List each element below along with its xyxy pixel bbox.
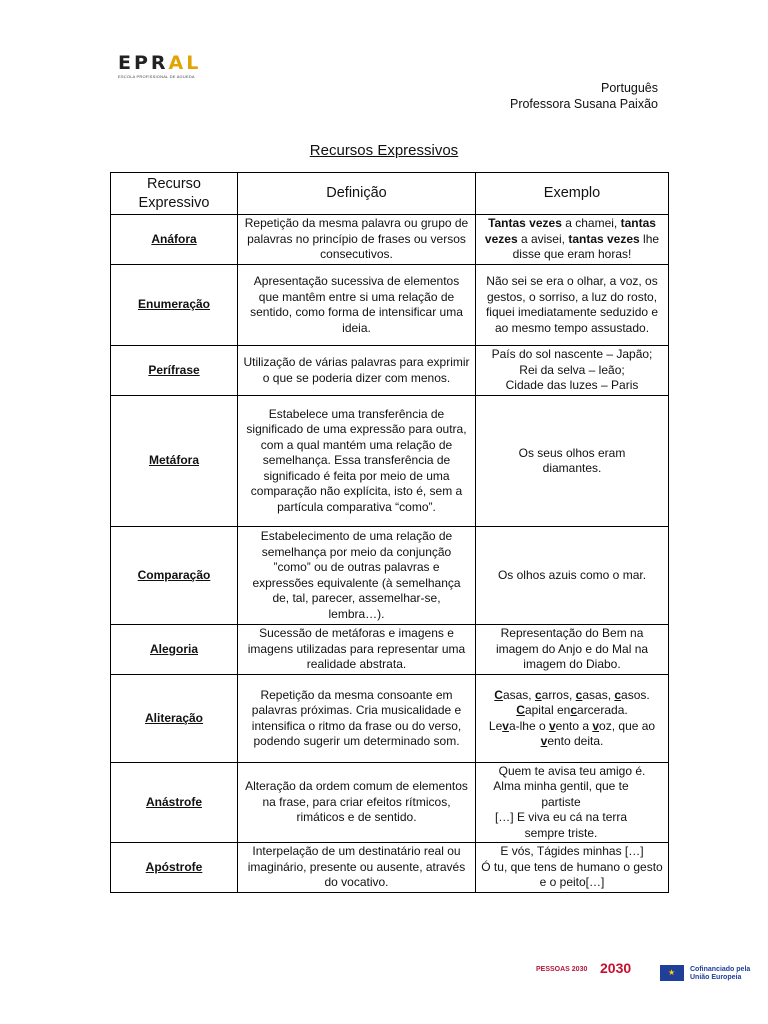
example-cell: E vós, Tágides minhas […] Ó tu, que tens de humano o gesto e o peito[…] <box>476 843 669 893</box>
example-cell: Os seus olhos eram diamantes. <box>476 396 669 527</box>
definition-cell: Estabelecimento de uma relação de semelhança por meio da conjunção ”como” ou de outras palavras e expressões equivalente (à semelhança de, tal, parecer, assemelhar-se, lembra…). <box>238 527 476 625</box>
definition-cell: Alteração da ordem comum de elementos na frase, para criar efeitos rítmicos, rimáticos e de sentido. <box>238 763 476 843</box>
table-row <box>111 215 669 265</box>
table-row <box>111 763 669 843</box>
definition-cell: Sucessão de metáforas e imagens e imagens utilizadas para representar uma realidade abstrata. <box>238 625 476 675</box>
eu-cofinancing-label: Cofinanciado pela União Europeia <box>690 966 751 981</box>
definition-cell: Estabelece uma transferência de significado de uma expressão para outra, com a qual mantém uma relação de semelhança. Essa transferência de significado é feita por meio de uma comparação não explícita, isto é, sem a partícula comparativa “como”. <box>238 396 476 527</box>
table-row <box>111 527 669 625</box>
header-recurso: Recurso Expressivo <box>111 173 238 215</box>
resources-table <box>110 172 669 893</box>
table-row <box>111 843 669 893</box>
term-cell: Aliteração <box>111 675 238 763</box>
example-cell: Os olhos azuis como o mar. <box>476 527 669 625</box>
logo-wordmark: EPRAL <box>118 52 202 74</box>
term-cell: Metáfora <box>111 396 238 527</box>
term-cell: Enumeração <box>111 265 238 346</box>
table-row <box>111 265 669 346</box>
definition-cell: Repetição da mesma palavra ou grupo de palavras no princípio de frases ou versos consecutivos. <box>238 215 476 265</box>
table-row <box>111 625 669 675</box>
example-cell: Tantas vezes a chamei, tantas vezes a avisei, tantas vezes lhe disse que eram horas! <box>476 215 669 265</box>
example-cell: País do sol nascente – Japão; Rei da selva – leão; Cidade das luzes – Paris <box>476 346 669 396</box>
header-definicao: Definição <box>238 173 476 215</box>
term-cell: Alegoria <box>111 625 238 675</box>
epral-logo <box>118 52 202 80</box>
definition-cell: Apresentação sucessiva de elementos que mantêm entre si uma relação de sentido, como forma de intensificar uma ideia. <box>238 265 476 346</box>
table-row <box>111 675 669 763</box>
logo-subtitle: ESCOLA PROFISSIONAL DE AGUEDA <box>118 74 195 79</box>
document-header <box>510 80 658 112</box>
definition-cell: Repetição da mesma consoante em palavras próximas. Cria musicalidade e intensifica o ritmo da frase ou do verso, podendo sugerir um determinado som. <box>238 675 476 763</box>
table-row <box>111 346 669 396</box>
example-cell: Quem te avisa teu amigo é. Alma minha gentil, que te partiste […] E viva eu cá na terra sempre triste. <box>476 763 669 843</box>
subject-label: Português <box>601 81 658 95</box>
pessoas-2030-logo: PESSOAS 2030 <box>536 966 588 973</box>
eu-flag-icon: ★ <box>660 965 684 981</box>
table-header-row <box>111 173 669 215</box>
definition-cell: Interpelação de um destinatário real ou imaginário, presente ou ausente, através do vocativo. <box>238 843 476 893</box>
table-row <box>111 396 669 527</box>
term-cell: Anástrofe <box>111 763 238 843</box>
page-title: Recursos Expressivos <box>309 142 459 159</box>
term-cell: Anáfora <box>111 215 238 265</box>
header-exemplo: Exemplo <box>476 173 669 215</box>
portugal-2030-logo: 2030 <box>600 960 632 976</box>
term-cell: Comparação <box>111 527 238 625</box>
term-cell: Apóstrofe <box>111 843 238 893</box>
definition-cell: Utilização de várias palavras para exprimir o que se poderia dizer com menos. <box>238 346 476 396</box>
term-cell: Perífrase <box>111 346 238 396</box>
example-cell: Representação do Bem na imagem do Anjo e do Mal na imagem do Diabo. <box>476 625 669 675</box>
teacher-label: Professora Susana Paixão <box>509 97 658 111</box>
funding-logos <box>530 958 768 998</box>
example-cell: Casas, carros, casas, casos. Capital encarcerada. Leva-lhe o vento a voz, que ao vento deita. <box>476 675 669 763</box>
example-cell: Não sei se era o olhar, a voz, os gestos, o sorriso, a luz do rosto, fiquei imediatamente seduzido e ao mesmo tempo assustado. <box>476 265 669 346</box>
